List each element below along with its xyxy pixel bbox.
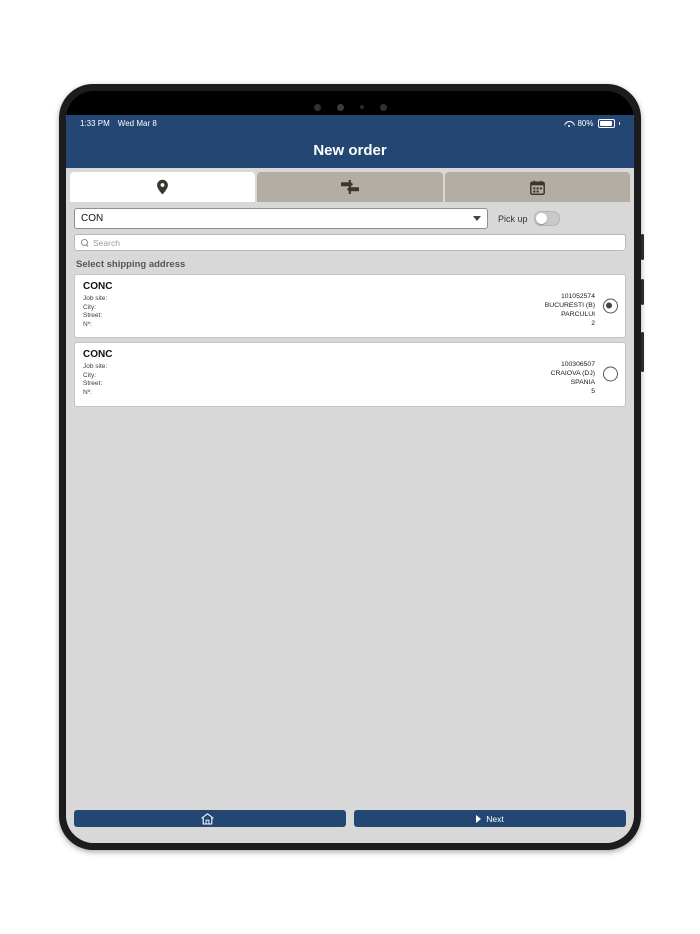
app-screen xyxy=(66,115,634,843)
pickup-toggle-knob xyxy=(536,213,547,224)
device-bezel xyxy=(66,91,634,843)
address-radio-selected[interactable] xyxy=(603,299,618,314)
tab-date[interactable] xyxy=(445,172,630,202)
status-date: Wed Mar 8 xyxy=(117,119,157,128)
list-item[interactable] xyxy=(74,274,626,338)
next-button-label: Next xyxy=(486,813,504,824)
address-radio[interactable] xyxy=(603,367,618,382)
pickup-toggle-group xyxy=(498,211,566,226)
address-field-label: Street: xyxy=(83,312,103,320)
address-name: CONC xyxy=(83,349,113,361)
address-field-label: Job site: xyxy=(83,363,108,371)
address-field-value: SPANIA xyxy=(570,379,595,387)
battery-percent-label: 80% xyxy=(577,119,594,128)
address-field-label: Nº: xyxy=(83,389,92,397)
ambient-sensor-icon xyxy=(360,105,364,109)
calendar-icon xyxy=(530,180,545,195)
address-field-label: Nº: xyxy=(83,320,92,328)
page-title: New order xyxy=(66,132,634,168)
status-time: 1:33 PM xyxy=(80,119,110,128)
tab-location[interactable] xyxy=(70,172,255,202)
status-bar xyxy=(66,115,634,132)
content-spacer xyxy=(70,411,630,810)
tab-bar xyxy=(70,172,630,202)
speaker-dot-icon xyxy=(380,104,387,111)
address-field-label: City: xyxy=(83,303,96,311)
camera-array xyxy=(66,101,634,113)
volume-down-button[interactable] xyxy=(641,279,644,305)
address-name: CONC xyxy=(83,281,113,292)
status-bar-right xyxy=(564,119,620,128)
wifi-icon xyxy=(564,120,573,128)
address-field-value: BUCURESTI (B) xyxy=(544,301,595,309)
battery-icon xyxy=(598,119,615,128)
address-field-label: Street: xyxy=(83,380,103,388)
battery-cap-icon xyxy=(619,122,621,125)
list-item[interactable] xyxy=(74,342,626,406)
home-icon xyxy=(201,813,214,825)
home-button[interactable] xyxy=(74,810,346,827)
next-button[interactable] xyxy=(354,810,626,827)
footer-bar xyxy=(70,810,630,843)
tablet-device-frame xyxy=(59,84,641,850)
signpost-icon xyxy=(340,179,360,195)
address-list xyxy=(70,274,630,411)
form-area xyxy=(70,202,630,251)
tab-products[interactable] xyxy=(257,172,442,202)
status-bar-left xyxy=(80,119,157,128)
address-details xyxy=(83,349,112,397)
pickup-toggle[interactable] xyxy=(534,211,560,226)
search-row xyxy=(74,234,626,251)
search-icon xyxy=(81,239,89,247)
address-field-value: CRAIOVA (DJ) xyxy=(550,370,595,378)
volume-up-button[interactable] xyxy=(641,234,644,260)
chevron-right-icon xyxy=(476,815,481,823)
address-field-value: 2 xyxy=(591,319,595,327)
pickup-label: Pick up xyxy=(498,213,528,224)
address-details xyxy=(83,281,112,329)
map-pin-icon xyxy=(156,179,169,195)
power-button[interactable] xyxy=(641,332,644,372)
sensor-dot-icon xyxy=(314,104,321,111)
address-field-value: PARCULUI xyxy=(561,310,595,318)
address-field-label: Job site: xyxy=(83,295,108,302)
search-input[interactable] xyxy=(74,234,626,251)
address-field-value: 100306507 xyxy=(560,361,595,369)
customer-select[interactable] xyxy=(74,208,488,229)
front-camera-icon xyxy=(337,104,344,111)
address-field-value: 5 xyxy=(591,388,595,396)
chevron-down-icon xyxy=(473,216,481,221)
address-field-label: City: xyxy=(83,371,96,379)
customer-row xyxy=(74,208,626,229)
address-field-value: 101052574 xyxy=(560,293,595,300)
main-content xyxy=(66,168,634,843)
search-placeholder: Search xyxy=(93,237,120,248)
customer-select-value: CON xyxy=(81,213,104,224)
section-label: Select shipping address xyxy=(76,259,186,270)
